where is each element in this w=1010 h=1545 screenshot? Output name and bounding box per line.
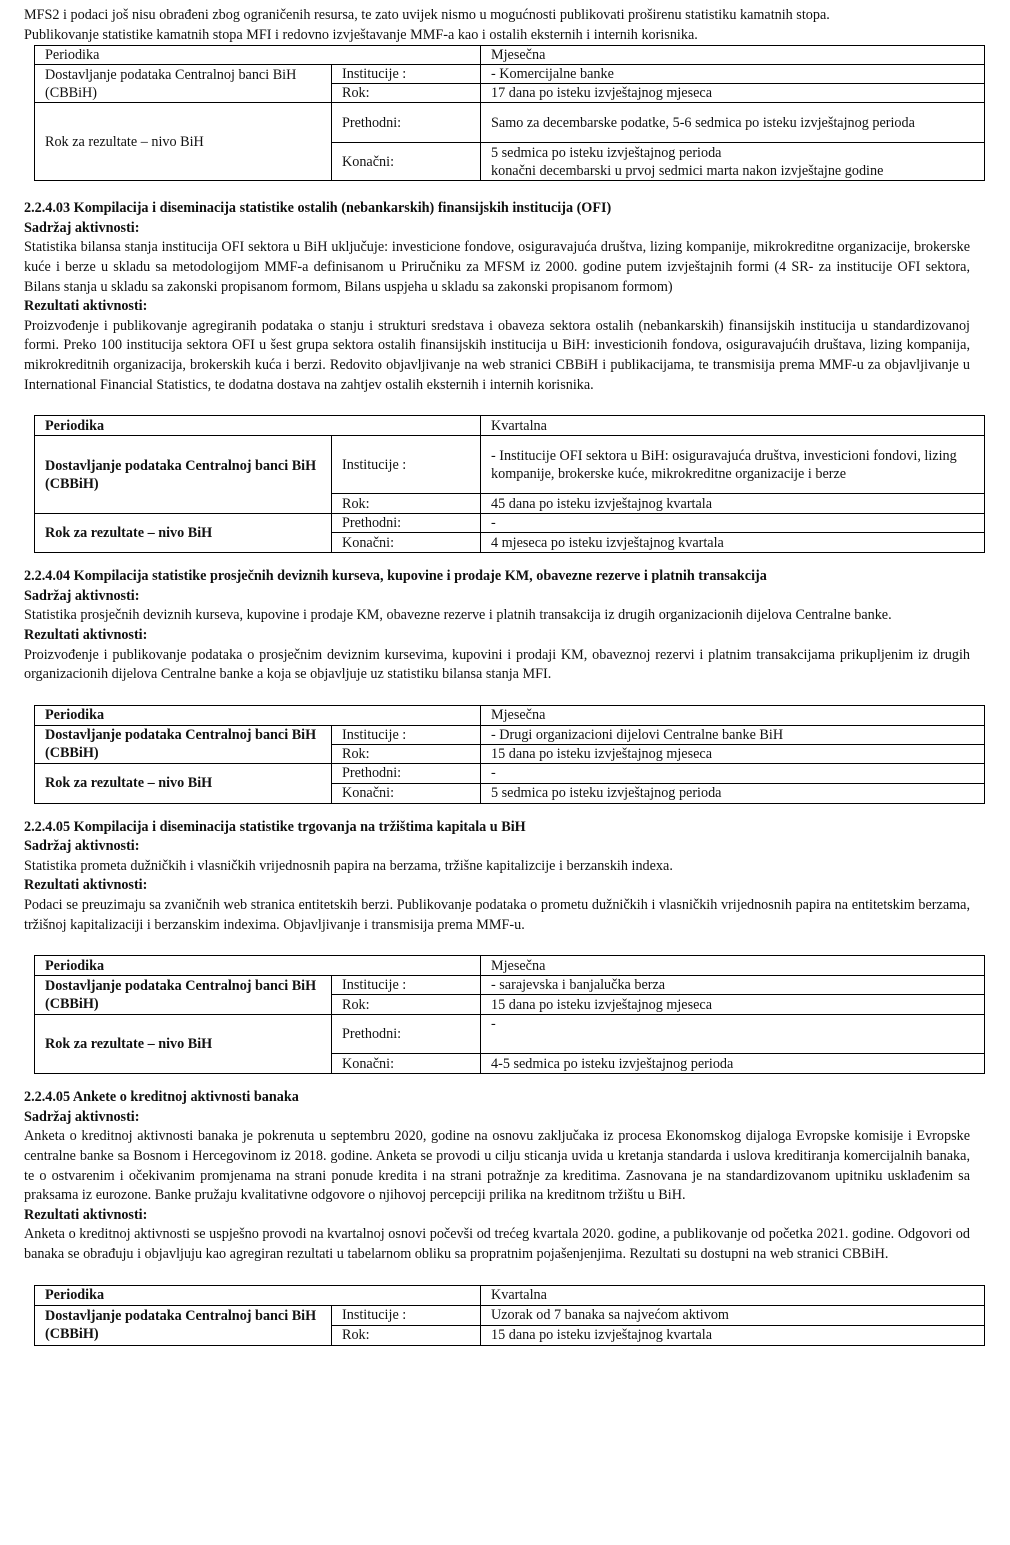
- table-row: [35, 514, 985, 533]
- sadrzaj-text: Statistika prosječnih deviznih kurseva, kupovine i prodaje KM, obavezne rezerve i platnih transakcija iz drugih organizacionih dijelova Centralne banke.: [24, 607, 892, 624]
- rezultati-text: Podaci se preuzimaju sa zvaničnih web stranica entitetskih berzi. Publikovanje podataka o prometu dužničkih i vlasničkih vrijednosnih papira na entitetskim berzama, tržišnoj kapitalizaciji i berzanskim indexima. Objavljivanje i transmisija prema MMF-u.: [24, 897, 970, 933]
- rez-label: Rok za rezultate – nivo BiH: [35, 514, 332, 553]
- periodika-label: Periodika: [35, 705, 481, 725]
- rezultati-text: Proizvođenje i publikovanje agregiranih podataka o stanju i strukturi sredstava i obaveza sektora ostalih (nebankarskih) finansijskih institucija u standardizovanoj formi. Preko 100 institucija sektora OFI u šest grupa sektora ostalih finansijskih institucija u BiH: investicionih fondova, osiguravajućih društava, lizing kompanija, mikrokreditnih organizacija, brokerskih kuća i berzi. Redovito objavljivanje na web stranici CBBiH i publikacijama, te transmisija prema MMF-u za objavljivanje u International Financial Statistics, te dodatna dostava na zahtjev ostalih eksternih i internih korisnika.: [24, 317, 970, 393]
- inst-label: Institucije :: [332, 725, 481, 744]
- table-row: [35, 705, 985, 725]
- konac-value-line: konačni decembarski u prvoj sedmici marta nakon izvještajne godine: [491, 162, 884, 179]
- table-row: [35, 436, 985, 494]
- periodika-label: Periodika: [35, 956, 481, 976]
- table-ofi: [34, 415, 985, 553]
- table-row: [35, 725, 985, 744]
- rezultati-text: Proizvođenje i publikovanje podataka o prosječnim deviznim kursevima, kupovini i prodaji KM, obaveznoj rezervi i platnim transakcijama prikupljenim iz drugih organizacionih dijelova Centralne banke a koja se objavljuje uz statistiku bilansa stanja MFI.: [24, 646, 970, 683]
- inst-label: Institucije :: [332, 436, 481, 494]
- table-row: [35, 976, 985, 995]
- rezultati-label: Rezultati aktivnosti:: [24, 626, 148, 643]
- konac-value: [481, 143, 985, 181]
- table-row: [35, 1015, 985, 1054]
- intro-line: MFS2 i podaci još nisu obrađeni zbog ograničenih resursa, te zato uvijek nismo u mogućnosti publikovati proširenu statistiku kamatnih stopa.: [24, 7, 830, 23]
- konac-label: Konačni:: [332, 1054, 481, 1074]
- rok-value: 15 dana po isteku izvještajnog kvartala: [481, 1325, 985, 1345]
- rez-label: Rok za rezultate – nivo BiH: [35, 103, 332, 181]
- preth-value: -: [481, 763, 985, 783]
- table-row: [35, 763, 985, 783]
- inst-label: Institucije :: [332, 1305, 481, 1325]
- konac-label: Konačni:: [332, 533, 481, 553]
- inst-value: - Institucije OFI sektora u BiH: osiguravajuća društva, investicioni fondovi, lizing kompanije, brokerske kuće, mikrokreditne organizacije i berze: [481, 436, 985, 494]
- rok-label: Rok:: [332, 84, 481, 103]
- preth-value: -: [481, 514, 985, 533]
- sadrzaj-label: Sadržaj aktivnosti:: [24, 587, 140, 604]
- preth-value: Samo za decembarske podatke, 5-6 sedmica po isteku izvještajnog perioda: [481, 103, 985, 143]
- table-row: [35, 1285, 985, 1305]
- rok-label: Rok:: [332, 995, 481, 1015]
- dostav-label: Dostavljanje podataka Centralnoj banci BiH (CBBiH): [35, 976, 332, 1015]
- periodika-label: Periodika: [35, 46, 481, 65]
- inst-value: - sarajevska i banjalučka berza: [481, 976, 985, 995]
- rok-value: 15 dana po isteku izvještajnog mjeseca: [481, 995, 985, 1015]
- table-row: [35, 1305, 985, 1325]
- preth-value: -: [481, 1015, 985, 1054]
- table-row: [35, 956, 985, 976]
- rok-value: 45 dana po isteku izvještajnog kvartala: [481, 494, 985, 514]
- konac-value: 5 sedmica po isteku izvještajnog perioda: [481, 783, 985, 803]
- periodika-value: Mjesečna: [481, 705, 985, 725]
- dostav-label: Dostavljanje podataka Centralnoj banci BiH (CBBiH): [35, 65, 332, 103]
- sadrzaj-text: Statistika bilansa stanja institucija OFI sektora u BiH uključuje: investicione fondove, osiguravajuća društva, lizing kompanije, mikrokreditne organizacije, brokerske kuće i berze u skladu sa metodologijom MMF-a definisanom u Priručniku za MFSM iz 2000. godine putem izvještajnih formi (4 SR- za institucije OFI sektora, Bilans stanja u skladu sa zakonski propisanom formom, Bilans uspjeha u skladu sa zakonski propisanom formom): [24, 239, 970, 295]
- konac-value: 4 mjeseca po isteku izvještajnog kvartala: [481, 533, 985, 553]
- inst-label: Institucije :: [332, 65, 481, 84]
- table-row: [35, 46, 985, 65]
- table-interest-rates: [34, 45, 985, 181]
- konac-label: Konačni:: [332, 783, 481, 803]
- section-heading: 2.2.4.04 Kompilacija statistike prosječnih deviznih kurseva, kupovine i prodaje KM, obavezne rezerve i platnih transakcija: [24, 568, 767, 585]
- sadrzaj-label: Sadržaj aktivnosti:: [24, 219, 140, 236]
- sadrzaj-text: Anketa o kreditnoj aktivnosti banaka je pokrenuta u septembru 2020, godine na osnovu zaključaka iz procesa Ekonomskog dijaloga Evropske komisije i Evropske centralne banke sa Bosnom i Hercegovinom iz 2018. godine. Anketa se provodi u cilju sticanja uvida u kretanja standarda i uslova kreditiranja komercijalnih banaka, te o ostvarenim i očekivanim promjenama na strani ponude kredita i na strani potražnje za kreditima. Zasnovana je na standardizovanom upitniku usklađenim sa praksama iz eurozone. Banke pružaju kvalitativne odgovore o njihovoj percepciji prilika na kreditnom tržištu u BiH.: [24, 1128, 970, 1204]
- rezultati-text: Anketa o kreditnoj aktivnosti se uspješno provodi na kvartalnoj osnovi počevši od trećeg kvartala 2020. godine, a publikovanje od početka 2021. godine. Odgovori od banaka se obrađuju i objavljuju kao agregiran rezultati u tabelarnom obliku sa propratnim pojašenjenjima. Rezultati su dostupni na web stranici CBBiH.: [24, 1226, 970, 1262]
- rok-label: Rok:: [332, 1325, 481, 1345]
- table-exchange: [34, 705, 985, 804]
- inst-value: Uzorak od 7 banaka sa najvećom aktivom: [481, 1305, 985, 1325]
- konac-value: 4-5 sedmica po isteku izvještajnog perioda: [481, 1054, 985, 1074]
- periodika-label: Periodika: [35, 416, 481, 436]
- rok-value: 15 dana po isteku izvještajnog mjeseca: [481, 744, 985, 763]
- rok-label: Rok:: [332, 494, 481, 514]
- sadrzaj-label: Sadržaj aktivnosti:: [24, 838, 140, 855]
- intro-line: Publikovanje statistike kamatnih stopa MFI i redovno izvještavanje MMF-a kao i ostalih eksternih i internih korisnika.: [24, 26, 698, 43]
- inst-value: - Komercijalne banke: [481, 65, 985, 84]
- inst-label: Institucije :: [332, 976, 481, 995]
- rez-label: Rok za rezultate – nivo BiH: [35, 1015, 332, 1074]
- preth-label: Prethodni:: [332, 763, 481, 783]
- dostav-label: Dostavljanje podataka Centralnoj banci BiH (CBBiH): [35, 1305, 332, 1345]
- sadrzaj-label: Sadržaj aktivnosti:: [24, 1108, 140, 1125]
- periodika-value: Mjesečna: [481, 46, 985, 65]
- preth-label: Prethodni:: [332, 1015, 481, 1054]
- periodika-value: Kvartalna: [481, 1285, 985, 1305]
- rok-value: 17 dana po isteku izvještajnog mjeseca: [481, 84, 985, 103]
- dostav-label: Dostavljanje podataka Centralnoj banci BiH (CBBiH): [35, 725, 332, 763]
- periodika-label: Periodika: [35, 1285, 481, 1305]
- rezultati-label: Rezultati aktivnosti:: [24, 298, 148, 315]
- table-capital-markets: [34, 955, 985, 1074]
- dostav-label: Dostavljanje podataka Centralnoj banci BiH (CBBiH): [35, 436, 332, 514]
- rok-label: Rok:: [332, 744, 481, 763]
- table-row: [35, 65, 985, 84]
- sadrzaj-text: Statistika prometa dužničkih i vlasničkih vrijednosnih papira na berzama, tržišne kapitalizcije i berzanskih indexa.: [24, 857, 673, 874]
- section-heading: 2.2.4.05 Kompilacija i diseminacija statistike trgovanja na tržištima kapitala u BiH: [24, 818, 526, 835]
- section-heading: 2.2.4.03 Kompilacija i diseminacija statistike ostalih (nebankarskih) finansijskih institucija (OFI): [24, 200, 612, 217]
- document-page: [24, 6, 970, 1346]
- konac-label: Konačni:: [332, 143, 481, 181]
- preth-label: Prethodni:: [332, 514, 481, 533]
- table-row: [35, 103, 985, 143]
- table-credit-survey: [34, 1285, 985, 1346]
- periodika-value: Mjesečna: [481, 956, 985, 976]
- section-heading: 2.2.4.05 Ankete o kreditnoj aktivnosti banaka: [24, 1089, 299, 1106]
- rezultati-label: Rezultati aktivnosti:: [24, 1206, 148, 1223]
- periodika-value: Kvartalna: [481, 416, 985, 436]
- preth-label: Prethodni:: [332, 103, 481, 143]
- rezultati-label: Rezultati aktivnosti:: [24, 877, 148, 894]
- table-row: [35, 416, 985, 436]
- inst-value: - Drugi organizacioni dijelovi Centralne banke BiH: [481, 725, 985, 744]
- rez-label: Rok za rezultate – nivo BiH: [35, 763, 332, 803]
- konac-value-line: 5 sedmica po isteku izvještajnog perioda: [491, 144, 722, 161]
